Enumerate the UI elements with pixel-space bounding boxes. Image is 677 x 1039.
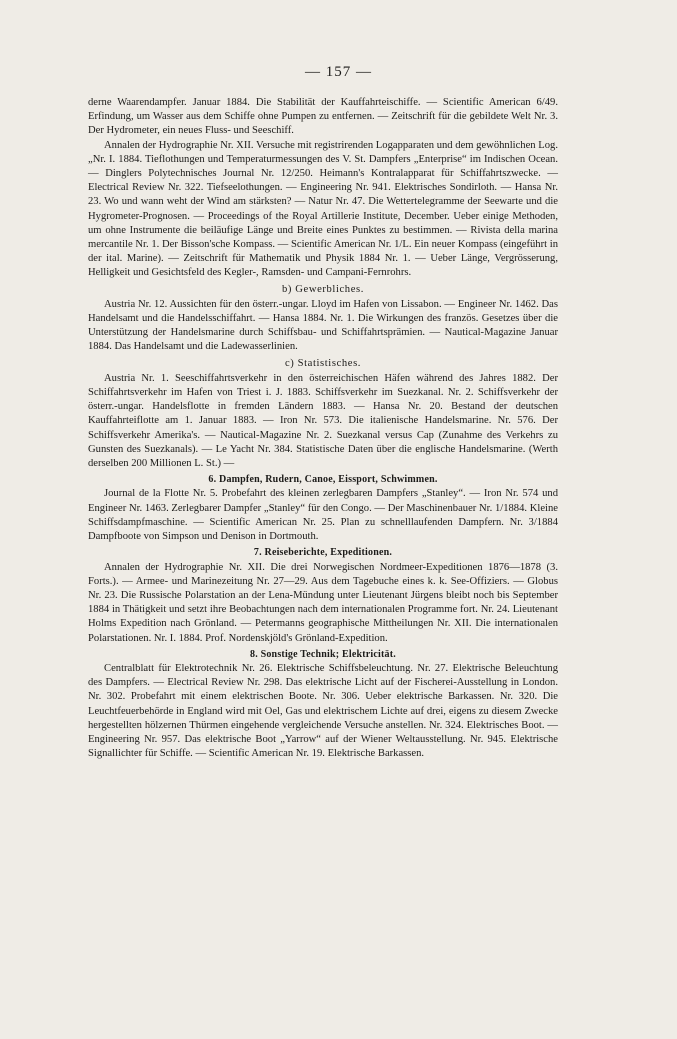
section-heading-7: 7. Reiseberichte, Expeditionen. (253, 547, 393, 559)
paragraph-statistisches: Austria Nr. 1. Seeschiffahrtsverkehr in den österreichischen Häfen während des Jahres 1882. Der Schiffahrtsverkehr im Hafen von Triest i. J. 1883. Schiffsverkehr im Suezkanal. Nr. 2. Schiffsverkehr der österr.-ungar. Handelsflotte in fremden Ländern 1883. — Hansa Nr. 20. Bestand der deutschen Kauffahrteiflotte am 1. Januar 1883. — Iron Nr. 573. Die italienische Handelsmarine. Nr. 576. Der Schiffsverkehr Amerika's. — Nautical-Magazine Nr. 2. Suezkanal versus Cap (Zunahme des Verkehrs zu Gunsten des Suezkanals). — Le Yacht Nr. 384. Statistische Daten über die englische Handelsmarine. (Werth derselben 200 Millionen L. St.) — (88, 372, 558, 470)
paragraph-section-6: Journal de la Flotte Nr. 5. Probefahrt des kleinen zerlegbaren Dampfers „Stanley“. — Iron Nr. 574 und Engineer Nr. 1463. Zerlegbarer Dampfer „Stanley“ für den Congo. — Der Maschinenbauer Nr. 1/1884. Kleine Schiffsdampfmaschine. — Scientific American Nr. 25. Plan zu schnelllaufenden Dampfern. Nr. 3/1884 Dampfboote von Simpson und Denison in Dortmouth. (88, 488, 558, 543)
paragraph-section-7: Annalen der Hydrographie Nr. XII. Die drei Norwegischen Nordmeer-Expeditionen 1876—1878 (3. Forts.). — Armee- und Marinezeitung Nr. 27—29. Aus dem Tagebuche eines k. k. See-Offiziers. — Globus Nr. 23. Die Russische Polarstation an der Lena-Mündung unter Lieutenant Jürgens bleibt noch bis September 1884 in Thätigkeit und setzt ihre Beobachtungen nach dem internationalen Programme fort. Nr. 24. Lieutenant Holms Expedition nach Grönland. — Petermanns geographische Mittheilungen Nr. XII. Die internationalen Polarstationen. Nr. I. 1884. Prof. Nordenskjöld's Grönland-Expedition. (88, 561, 558, 644)
subheading-statistisches: c) Statistisches. (284, 357, 362, 369)
paragraph-continuation: derne Waarendampfer. Januar 1884. Die Stabilität der Kauffahrteischiffe. — Scientific American 6/49. Erfindung, um Wasser aus dem Schiffe ohne Pumpen zu entfernen. — Zeitschrift für die gebildete Welt Nr. 3. Der Hydrometer, ein neues Fluss- und Seeschiff. (88, 97, 558, 137)
section-heading-8: 8. Sonstige Technik; Elektricität. (250, 648, 396, 660)
paragraph-gewerbliches: Austria Nr. 12. Aussichten für den österr.-ungar. Lloyd im Hafen von Lissabon. — Engineer Nr. 1462. Das Handelsamt und die Handelsschiffahrt. — Hansa 1884. Nr. 1. Die Wirkungen des französ. Gesetzes über die Unterstützung der Handelsmarine durch Schiffsbau- und Schiffahrtsprämien. — Nautical-Magazine Januar 1884. Das Handelsamt und die Ladewasserlinien. (88, 298, 558, 353)
section-heading-6: 6. Dampfen, Rudern, Canoe, Eissport, Schwimmen. (208, 474, 438, 486)
paragraph-nautik: Annalen der Hydrographie Nr. XII. Versuche mit registrirenden Logapparaten und dem gewöhnlichen Log. „Nr. I. 1884. Tieflothungen und Temperaturmessungen des V. St. Dampfers „Enterprise“ im Indischen Ocean. — Dinglers Polytechnisches Journal Nr. 12/250. Heimann's Kontralapparat für Schiffahrtszwecke. — Electrical Review Nr. 322. Tiefseelothungen. — Engineering Nr. 941. Elektrisches Sondirloth. — Hansa Nr. 23. Wo und wann weht der Wind am stärksten? — Natur Nr. 47. Die Wettertelegramme der Seewarte und die Hygrometer-Prognosen. — Proceedings of the Royal Artillerie Institute, December. Ueber einige Methoden, um ohne Instrumente die beiläufige Länge und Breite eines Punktes zu bestimmen. — Rivista della marina mercantile Nr. 1. Der Bisson'sche Kompass. — Scientific American Nr. 1/L. Ein neuer Kompass (eingeführt in der ital. Marine). — Zeitschrift für Mathematik und Physik 1884 Nr. 1. — Ueber Länge, Vergrösserung, Helligkeit und Gesichtsfeld des Kegler-, Ramsden- und Campani-Fernrohrs. (88, 139, 558, 279)
subheading-gewerbliches: b) Gewerbliches. (282, 283, 364, 295)
paragraph-section-8: Centralblatt für Elektrotechnik Nr. 26. Elektrische Schiffsbeleuchtung. Nr. 27. Elektrische Beleuchtung des Dampfers. — Electrical Review Nr. 298. Das elektrische Licht auf der Fischerei-Ausstellung in London. Nr. 302. Probefahrt mit einem elektrischen Boote. Nr. 306. Ueber elektrische Barkassen. Nr. 320. Die Leuchtfeuerbehörde in England wird mit Oel, Gas und elektrischem Lichte auf drei, eigens zu diesem Zwecke hergestellten hölzernen Thürmen eingehende vergleichende Versuche anstellen. Nr. 324. Elektrisches Boot. — Engineering Nr. 957. Das elektrische Boot „Yarrow“ auf der Wiener Weltausstellung. Nr. 945. Elektrische Signallichter für Schiffe. — Scientific American Nr. 19. Elektrische Barkassen. (88, 662, 558, 760)
text-block (88, 96, 558, 761)
page-number: — 157 — (305, 64, 372, 80)
